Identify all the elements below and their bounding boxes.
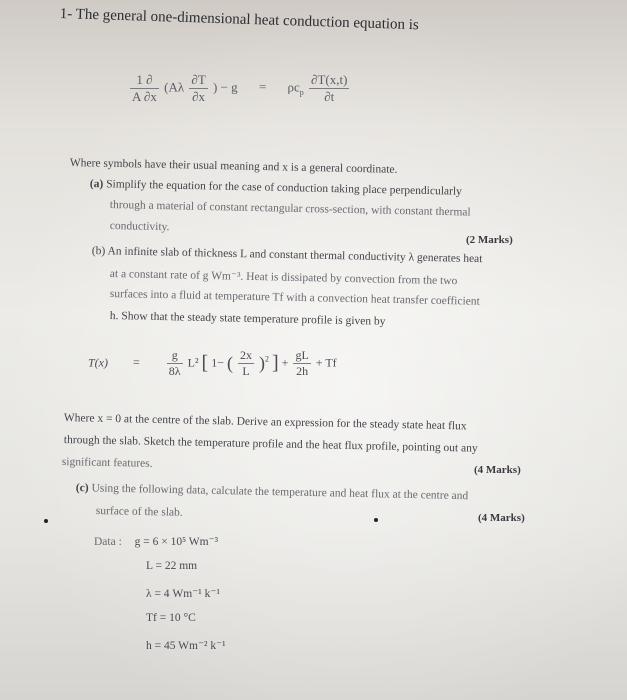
eq2-plus: + — [281, 355, 289, 370]
eq2-square: 2 — [265, 354, 269, 364]
after-b-line-3: significant features. — [61, 456, 153, 470]
part-b-line-2: at a constant rate of g Wm⁻³. Heat is dissipated by convection from the two — [109, 267, 458, 288]
part-b-line-1 — [92, 245, 483, 265]
intro-text: Where symbols have their usual meaning and x is a general coordinate. — [69, 157, 398, 176]
data-row-1 — [94, 534, 218, 548]
eq1-rhs-den: ∂t — [324, 89, 335, 104]
eq1-rhs-coef: ρc — [287, 79, 300, 95]
part-b-text-1: An infinite slab of thickness L and constant thermal conductivity λ generates heat — [107, 245, 483, 266]
eq1-mid-fraction — [189, 72, 207, 105]
part-a-line-2: through a material of constant rectangular cross-section, with constant thermal — [109, 199, 471, 219]
part-a-line-1 — [90, 178, 462, 198]
eq1-lhs-den: A ∂x — [132, 89, 157, 104]
eq1-rhs-sub: p — [299, 88, 304, 98]
eq2-lhs: T(x) — [88, 355, 108, 370]
data-item-g: g = 6 × 10⁵ Wm⁻³ — [134, 536, 219, 548]
after-b-line-2: through the slab. Sketch the temperature profile and the heat flux profile, pointing out any — [63, 434, 478, 455]
part-a-line-3: conductivity. — [109, 220, 170, 234]
eq2-f3-den: 2h — [296, 364, 309, 378]
eq1-mid: (Aλ — [164, 79, 185, 95]
question-title: 1- The general one-dimensional heat conduction equation is — [59, 6, 420, 34]
temperature-profile-equation: T(x) = $\frac{g}{8\lambda}$ L² [ 1− ( $\frac{2x}{L}$ )$^2$ ] + $\frac{gL}{2h}$ + Tf — [88, 348, 337, 378]
heat-equation — [128, 72, 351, 105]
data-item-l: L = 22 mm — [146, 560, 198, 572]
eq2-f3-num: gL — [295, 348, 309, 362]
eq2-f1-den: 8λ — [168, 364, 181, 378]
eq2-tail: + Tf — [315, 355, 337, 370]
eq2-bracket: 1− — [211, 355, 224, 370]
eq1-mid-den: ∂x — [192, 89, 206, 104]
eq1-equals: = — [258, 79, 267, 95]
part-b-label: (b) — [91, 245, 106, 258]
eq2-f2-num: 2x — [240, 348, 252, 362]
part-b-line-3: surfaces into a fluid at temperature Tf with a convection heat transfer coefficient — [109, 288, 480, 308]
eq2-frac-1 — [167, 348, 183, 379]
bullet-dot-left — [44, 519, 48, 523]
after-b-line-1: Where x = 0 at the centre of the slab. Derive an expression for the steady state heat flux — [63, 412, 467, 433]
part-c-text-1: Using the following data, calculate the temperature and heat flux at the centre and — [91, 482, 469, 503]
bullet-dot-right — [374, 518, 378, 522]
part-a-label: (a) — [89, 178, 104, 191]
part-c-line-1 — [76, 482, 469, 502]
part-b-line-4: h. Show that the steady state temperature profile is given by — [109, 310, 386, 328]
part-c-marks: (4 Marks) — [478, 512, 525, 524]
part-a-marks: (2 Marks) — [466, 234, 513, 246]
data-item-tf: Tf = 10 °C — [146, 612, 196, 624]
eq2-equals: = — [133, 355, 140, 370]
eq2-frac-3 — [293, 348, 310, 379]
eq1-lhs-fraction — [130, 72, 159, 105]
eq1-lhs-num: 1 ∂ — [130, 72, 159, 89]
eq1-mid-num: ∂T — [191, 72, 206, 87]
eq2-l2: L² — [187, 355, 199, 370]
data-item-h: h = 45 Wm⁻² k⁻¹ — [146, 640, 226, 652]
part-a-text-1: Simplify the equation for the case of conduction taking place perpendicularly — [106, 178, 462, 198]
data-item-lambda: λ = 4 Wm⁻¹ k⁻¹ — [146, 588, 220, 600]
part-c-line-2: surface of the slab. — [95, 505, 183, 519]
eq2-f2-den: L — [242, 364, 250, 378]
part-c-label: (c) — [75, 482, 89, 495]
eq1-rhs-fraction — [309, 72, 349, 105]
eq2-f1-num: g — [167, 348, 183, 364]
part-b-marks: (4 Marks) — [474, 464, 521, 476]
data-label: Data : — [94, 536, 122, 548]
eq2-frac-2 — [238, 348, 254, 379]
eq1-tail: ) − g — [213, 79, 238, 95]
eq1-rhs-num: ∂T(x,t) — [311, 72, 348, 87]
